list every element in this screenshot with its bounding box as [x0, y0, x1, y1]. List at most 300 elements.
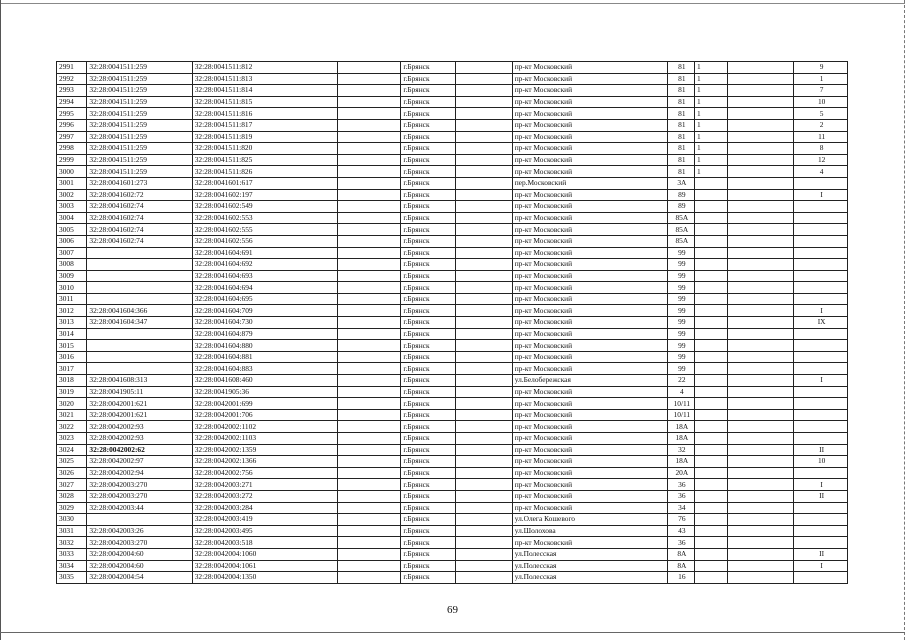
house-number-cell: 18А [667, 433, 694, 445]
row-number-cell: 3000 [57, 166, 87, 178]
street-cell: пр-кт Московский [512, 62, 667, 74]
apartment-cell [794, 177, 848, 189]
apartment-cell [794, 293, 848, 305]
empty-cell [728, 259, 794, 271]
street-cell: пр-кт Московский [512, 119, 667, 131]
object-number-cell: 32:28:0042004:1350 [192, 572, 337, 584]
object-number-cell: 32:28:0042001:706 [192, 409, 337, 421]
table-row [57, 548, 848, 560]
empty-cell [456, 537, 513, 549]
apartment-cell: II [794, 444, 848, 456]
table-row [57, 363, 848, 375]
bottom-border-line [0, 632, 905, 633]
house-number-cell: 89 [667, 201, 694, 213]
parcel-number-cell: 32:28:0041511:259 [87, 131, 192, 143]
table-row [57, 282, 848, 294]
building-cell: 1 [695, 119, 728, 131]
city-cell: г.Брянск [401, 421, 456, 433]
row-number-cell: 2996 [57, 119, 87, 131]
building-cell: 1 [695, 154, 728, 166]
empty-cell [728, 375, 794, 387]
empty-cell [456, 375, 513, 387]
table-row [57, 154, 848, 166]
empty-cell [456, 143, 513, 155]
row-number-cell: 2992 [57, 73, 87, 85]
building-cell [695, 409, 728, 421]
object-number-cell: 32:28:0041604:693 [192, 270, 337, 282]
street-cell: ул.Белобережская [512, 375, 667, 387]
apartment-cell [794, 514, 848, 526]
empty-cell [337, 375, 401, 387]
row-number-cell: 3024 [57, 444, 87, 456]
parcel-number-cell: 32:28:0041602:74 [87, 212, 192, 224]
table-row [57, 143, 848, 155]
empty-cell [337, 525, 401, 537]
empty-cell [456, 119, 513, 131]
empty-cell [728, 490, 794, 502]
empty-cell [337, 444, 401, 456]
empty-cell [728, 560, 794, 572]
city-cell: г.Брянск [401, 490, 456, 502]
parcel-number-cell: 32:28:0041601:273 [87, 177, 192, 189]
street-cell: пр-кт Московский [512, 235, 667, 247]
apartment-cell [794, 247, 848, 259]
building-cell [695, 293, 728, 305]
street-cell: пр-кт Московский [512, 502, 667, 514]
building-cell: 1 [695, 96, 728, 108]
city-cell: г.Брянск [401, 467, 456, 479]
apartment-cell [794, 502, 848, 514]
empty-cell [337, 166, 401, 178]
table-row [57, 189, 848, 201]
empty-cell [337, 305, 401, 317]
apartment-cell: 5 [794, 108, 848, 120]
table-row [57, 490, 848, 502]
object-number-cell: 32:28:0041604:692 [192, 259, 337, 271]
apartment-cell: 8 [794, 143, 848, 155]
building-cell [695, 444, 728, 456]
empty-cell [337, 363, 401, 375]
street-cell: пр-кт Московский [512, 456, 667, 468]
house-number-cell: 4 [667, 386, 694, 398]
object-number-cell: 32:28:0042003:271 [192, 479, 337, 491]
register-table [56, 61, 848, 584]
house-number-cell: 85А [667, 212, 694, 224]
table-row [57, 456, 848, 468]
row-number-cell: 3001 [57, 177, 87, 189]
building-cell [695, 189, 728, 201]
apartment-cell [794, 235, 848, 247]
empty-cell [337, 62, 401, 74]
street-cell: пр-кт Московский [512, 293, 667, 305]
left-border-line [0, 0, 1, 640]
row-number-cell: 3033 [57, 548, 87, 560]
table-row [57, 177, 848, 189]
table-row [57, 224, 848, 236]
empty-cell [337, 572, 401, 584]
row-number-cell: 2993 [57, 85, 87, 97]
row-number-cell: 3029 [57, 502, 87, 514]
street-cell: пр-кт Московский [512, 479, 667, 491]
apartment-cell [794, 467, 848, 479]
row-number-cell: 2997 [57, 131, 87, 143]
object-number-cell: 32:28:0041604:879 [192, 328, 337, 340]
row-number-cell: 3032 [57, 537, 87, 549]
empty-cell [728, 119, 794, 131]
street-cell: пр-кт Московский [512, 282, 667, 294]
table-row [57, 409, 848, 421]
object-number-cell: 32:28:0041608:460 [192, 375, 337, 387]
city-cell: г.Брянск [401, 62, 456, 74]
table-row [57, 85, 848, 97]
house-number-cell: 99 [667, 317, 694, 329]
parcel-number-cell: 32:28:0041511:259 [87, 108, 192, 120]
building-cell [695, 201, 728, 213]
empty-cell [337, 154, 401, 166]
empty-cell [456, 259, 513, 271]
empty-cell [337, 409, 401, 421]
empty-cell [456, 212, 513, 224]
apartment-cell: 11 [794, 131, 848, 143]
empty-cell [337, 456, 401, 468]
empty-cell [728, 386, 794, 398]
parcel-number-cell: 32:28:0042001:621 [87, 398, 192, 410]
street-cell: ул.Олега Кошевого [512, 514, 667, 526]
house-number-cell: 81 [667, 62, 694, 74]
city-cell: г.Брянск [401, 479, 456, 491]
object-number-cell: 32:28:0041602:555 [192, 224, 337, 236]
table-row [57, 201, 848, 213]
empty-cell [728, 514, 794, 526]
house-number-cell: 10/11 [667, 409, 694, 421]
city-cell: г.Брянск [401, 189, 456, 201]
empty-cell [728, 363, 794, 375]
street-cell: пр-кт Московский [512, 409, 667, 421]
street-cell: пр-кт Московский [512, 212, 667, 224]
city-cell: г.Брянск [401, 317, 456, 329]
empty-cell [337, 96, 401, 108]
row-number-cell: 3005 [57, 224, 87, 236]
building-cell [695, 502, 728, 514]
empty-cell [728, 62, 794, 74]
street-cell: пр-кт Московский [512, 317, 667, 329]
table-row [57, 514, 848, 526]
house-number-cell: 99 [667, 351, 694, 363]
building-cell [695, 282, 728, 294]
empty-cell [728, 166, 794, 178]
building-cell [695, 456, 728, 468]
empty-cell [456, 456, 513, 468]
object-number-cell: 32:28:0041604:694 [192, 282, 337, 294]
house-number-cell: 99 [667, 247, 694, 259]
row-number-cell: 3018 [57, 375, 87, 387]
building-cell: 1 [695, 62, 728, 74]
row-number-cell: 3012 [57, 305, 87, 317]
row-number-cell: 2994 [57, 96, 87, 108]
empty-cell [337, 537, 401, 549]
object-number-cell: 32:28:0041511:813 [192, 73, 337, 85]
apartment-cell [794, 433, 848, 445]
street-cell: пр-кт Московский [512, 201, 667, 213]
house-number-cell: 22 [667, 375, 694, 387]
parcel-number-cell: 32:28:0042004:60 [87, 560, 192, 572]
house-number-cell: 99 [667, 305, 694, 317]
empty-cell [337, 502, 401, 514]
building-cell [695, 270, 728, 282]
row-number-cell: 3023 [57, 433, 87, 445]
parcel-number-cell: 32:28:0042001:621 [87, 409, 192, 421]
street-cell: ул.Шолохова [512, 525, 667, 537]
empty-cell [337, 490, 401, 502]
empty-cell [337, 259, 401, 271]
city-cell: г.Брянск [401, 143, 456, 155]
row-number-cell: 3015 [57, 340, 87, 352]
city-cell: г.Брянск [401, 108, 456, 120]
empty-cell [337, 201, 401, 213]
house-number-cell: 76 [667, 514, 694, 526]
empty-cell [337, 386, 401, 398]
object-number-cell: 32:28:0042002:756 [192, 467, 337, 479]
empty-cell [728, 201, 794, 213]
house-number-cell: 16 [667, 572, 694, 584]
empty-cell [337, 317, 401, 329]
apartment-cell: 10 [794, 456, 848, 468]
parcel-number-cell [87, 259, 192, 271]
street-cell: пр-кт Московский [512, 224, 667, 236]
empty-cell [337, 119, 401, 131]
empty-cell [337, 560, 401, 572]
empty-cell [728, 537, 794, 549]
apartment-cell: 10 [794, 96, 848, 108]
city-cell: г.Брянск [401, 572, 456, 584]
empty-cell [337, 328, 401, 340]
object-number-cell: 32:28:0041511:825 [192, 154, 337, 166]
table-row [57, 328, 848, 340]
city-cell: г.Брянск [401, 351, 456, 363]
table-row [57, 560, 848, 572]
house-number-cell: 32 [667, 444, 694, 456]
building-cell [695, 375, 728, 387]
empty-cell [456, 166, 513, 178]
row-number-cell: 2995 [57, 108, 87, 120]
parcel-number-cell: 32:28:0041511:259 [87, 62, 192, 74]
apartment-cell: 9 [794, 62, 848, 74]
parcel-number-cell [87, 351, 192, 363]
house-number-cell: 85А [667, 235, 694, 247]
empty-cell [728, 317, 794, 329]
row-number-cell: 3009 [57, 270, 87, 282]
parcel-number-cell [87, 328, 192, 340]
street-cell: пр-кт Московский [512, 467, 667, 479]
street-cell: пр-кт Московский [512, 189, 667, 201]
empty-cell [728, 433, 794, 445]
house-number-cell: 85А [667, 224, 694, 236]
empty-cell [337, 340, 401, 352]
table-row [57, 572, 848, 584]
building-cell [695, 317, 728, 329]
street-cell: пр-кт Московский [512, 96, 667, 108]
empty-cell [456, 96, 513, 108]
house-number-cell: 81 [667, 166, 694, 178]
row-number-cell: 3010 [57, 282, 87, 294]
parcel-number-cell: 32:28:0041511:259 [87, 85, 192, 97]
city-cell: г.Брянск [401, 340, 456, 352]
apartment-cell [794, 572, 848, 584]
table-row [57, 62, 848, 74]
object-number-cell: 32:28:0042003:272 [192, 490, 337, 502]
table-row [57, 212, 848, 224]
building-cell [695, 479, 728, 491]
empty-cell [728, 224, 794, 236]
empty-cell [456, 548, 513, 560]
row-number-cell: 3027 [57, 479, 87, 491]
building-cell [695, 305, 728, 317]
parcel-number-cell [87, 293, 192, 305]
empty-cell [728, 398, 794, 410]
parcel-number-cell: 32:28:0041511:259 [87, 119, 192, 131]
house-number-cell: 34 [667, 502, 694, 514]
table-row [57, 421, 848, 433]
house-number-cell: 18А [667, 421, 694, 433]
empty-cell [456, 177, 513, 189]
apartment-cell [794, 386, 848, 398]
parcel-number-cell: 32:28:0041602:72 [87, 189, 192, 201]
empty-cell [337, 108, 401, 120]
empty-cell [456, 514, 513, 526]
object-number-cell: 32:28:0042003:284 [192, 502, 337, 514]
empty-cell [337, 235, 401, 247]
building-cell [695, 328, 728, 340]
parcel-number-cell: 32:28:0041602:74 [87, 224, 192, 236]
apartment-cell [794, 340, 848, 352]
row-number-cell: 3034 [57, 560, 87, 572]
empty-cell [728, 479, 794, 491]
table-row [57, 305, 848, 317]
empty-cell [728, 235, 794, 247]
building-cell [695, 363, 728, 375]
parcel-number-cell [87, 363, 192, 375]
street-cell: пр-кт Московский [512, 433, 667, 445]
empty-cell [728, 456, 794, 468]
empty-cell [728, 467, 794, 479]
parcel-number-cell: 32:28:0042003:270 [87, 537, 192, 549]
empty-cell [456, 73, 513, 85]
empty-cell [728, 189, 794, 201]
empty-cell [456, 85, 513, 97]
object-number-cell: 32:28:0042001:699 [192, 398, 337, 410]
building-cell [695, 490, 728, 502]
empty-cell [456, 560, 513, 572]
object-number-cell: 32:28:0041905:36 [192, 386, 337, 398]
parcel-number-cell: 32:28:0042004:60 [87, 548, 192, 560]
object-number-cell: 32:28:0041511:815 [192, 96, 337, 108]
object-number-cell: 32:28:0041601:617 [192, 177, 337, 189]
parcel-number-cell: 32:28:0042002:94 [87, 467, 192, 479]
empty-cell [728, 572, 794, 584]
building-cell: 1 [695, 166, 728, 178]
building-cell [695, 386, 728, 398]
object-number-cell: 32:28:0041604:880 [192, 340, 337, 352]
table-row [57, 270, 848, 282]
empty-cell [456, 444, 513, 456]
parcel-number-cell: 32:28:0041511:259 [87, 166, 192, 178]
object-number-cell: 32:28:0042002:1103 [192, 433, 337, 445]
empty-cell [337, 73, 401, 85]
building-cell [695, 351, 728, 363]
apartment-cell: 2 [794, 119, 848, 131]
street-cell: ул.Полесская [512, 572, 667, 584]
empty-cell [456, 340, 513, 352]
row-number-cell: 3017 [57, 363, 87, 375]
row-number-cell: 3035 [57, 572, 87, 584]
apartment-cell [794, 212, 848, 224]
city-cell: г.Брянск [401, 119, 456, 131]
street-cell: пр-кт Московский [512, 85, 667, 97]
apartment-cell [794, 224, 848, 236]
house-number-cell: 3А [667, 177, 694, 189]
empty-cell [337, 351, 401, 363]
street-cell: пр-кт Московский [512, 166, 667, 178]
empty-cell [456, 224, 513, 236]
empty-cell [456, 270, 513, 282]
house-number-cell: 81 [667, 119, 694, 131]
parcel-number-cell: 32:28:0041604:347 [87, 317, 192, 329]
table-row [57, 108, 848, 120]
building-cell [695, 467, 728, 479]
object-number-cell: 32:28:0041604:709 [192, 305, 337, 317]
city-cell: г.Брянск [401, 386, 456, 398]
parcel-number-cell: 32:28:0042002:93 [87, 433, 192, 445]
empty-cell [456, 62, 513, 74]
empty-cell [337, 421, 401, 433]
apartment-cell: 4 [794, 166, 848, 178]
building-cell [695, 235, 728, 247]
city-cell: г.Брянск [401, 525, 456, 537]
row-number-cell: 3025 [57, 456, 87, 468]
city-cell: г.Брянск [401, 154, 456, 166]
table-row [57, 386, 848, 398]
table-row [57, 398, 848, 410]
table-row [57, 96, 848, 108]
city-cell: г.Брянск [401, 224, 456, 236]
house-number-cell: 18А [667, 456, 694, 468]
empty-cell [728, 351, 794, 363]
table-row [57, 259, 848, 271]
table-row [57, 119, 848, 131]
table-row [57, 293, 848, 305]
object-number-cell: 32:28:0042003:518 [192, 537, 337, 549]
house-number-cell: 89 [667, 189, 694, 201]
city-cell: г.Брянск [401, 305, 456, 317]
empty-cell [456, 467, 513, 479]
table-row [57, 502, 848, 514]
street-cell: пр-кт Московский [512, 398, 667, 410]
empty-cell [337, 224, 401, 236]
object-number-cell: 32:28:0041604:691 [192, 247, 337, 259]
city-cell: г.Брянск [401, 537, 456, 549]
apartment-cell [794, 259, 848, 271]
top-border-line [0, 3, 905, 4]
street-cell: пр-кт Московский [512, 270, 667, 282]
empty-cell [728, 154, 794, 166]
city-cell: г.Брянск [401, 363, 456, 375]
object-number-cell: 32:28:0041604:881 [192, 351, 337, 363]
parcel-number-cell: 32:28:0041608:313 [87, 375, 192, 387]
city-cell: г.Брянск [401, 293, 456, 305]
empty-cell [456, 235, 513, 247]
row-number-cell: 3028 [57, 490, 87, 502]
house-number-cell: 81 [667, 154, 694, 166]
